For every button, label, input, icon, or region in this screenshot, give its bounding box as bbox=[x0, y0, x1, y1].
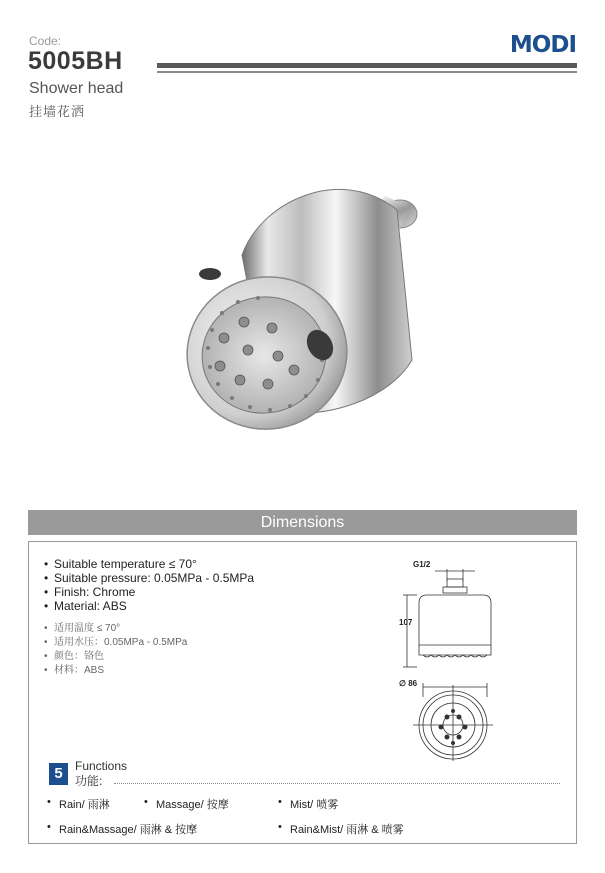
spec-finish: • Finish: Chrome bbox=[44, 585, 254, 599]
spec-pressure-zh: • 适用水压：0.05MPa - 0.5MPa bbox=[44, 636, 187, 650]
functions-title-en: Functions bbox=[75, 759, 128, 773]
spec-pressure: • Suitable pressure: 0.05MPa - 0.5MPa bbox=[44, 571, 254, 585]
header-rule-thin bbox=[157, 71, 577, 73]
diameter-label: ∅ 86 bbox=[399, 679, 418, 688]
product-name-en: Shower head bbox=[29, 80, 124, 97]
spec-temperature-zh: • 适用温度 ≤ 70° bbox=[44, 622, 187, 636]
function-rain: • Rain/ 雨淋 bbox=[47, 796, 110, 812]
spec-material: • Material: ABS bbox=[44, 599, 254, 613]
spec-material-zh: • 材料：ABS bbox=[44, 664, 187, 678]
function-rain-massage: • Rain&Massage/ 雨淋 & 按摩 bbox=[47, 821, 197, 837]
spec-finish-zh: • 颜色：铬色 bbox=[44, 650, 187, 664]
functions-title-zh: 功能: bbox=[75, 774, 103, 788]
shower-head-image bbox=[182, 170, 442, 440]
height-label: 107 bbox=[399, 618, 413, 627]
product-code: 5005BH bbox=[28, 47, 123, 75]
specs-list-zh bbox=[44, 622, 187, 678]
spec-temperature: • Suitable temperature ≤ 70° bbox=[44, 557, 254, 571]
code-label: Code: bbox=[29, 34, 62, 48]
technical-drawing bbox=[395, 555, 505, 765]
header-rule-thick bbox=[157, 63, 577, 68]
functions-divider bbox=[114, 783, 560, 784]
specs-list-en bbox=[44, 557, 254, 613]
function-massage: • Massage/ 按摩 bbox=[144, 796, 229, 812]
function-mist: • Mist/ 喷雾 bbox=[278, 796, 338, 812]
product-name-zh: 挂墙花洒 bbox=[29, 104, 86, 119]
brand-logo: MODI bbox=[509, 32, 576, 58]
function-rain-mist: • Rain&Mist/ 雨淋 & 喷雾 bbox=[278, 821, 404, 837]
functions-count-badge: 5 bbox=[49, 763, 68, 785]
thread-label: G1/2 bbox=[413, 560, 431, 569]
dimensions-header: Dimensions bbox=[28, 510, 577, 535]
